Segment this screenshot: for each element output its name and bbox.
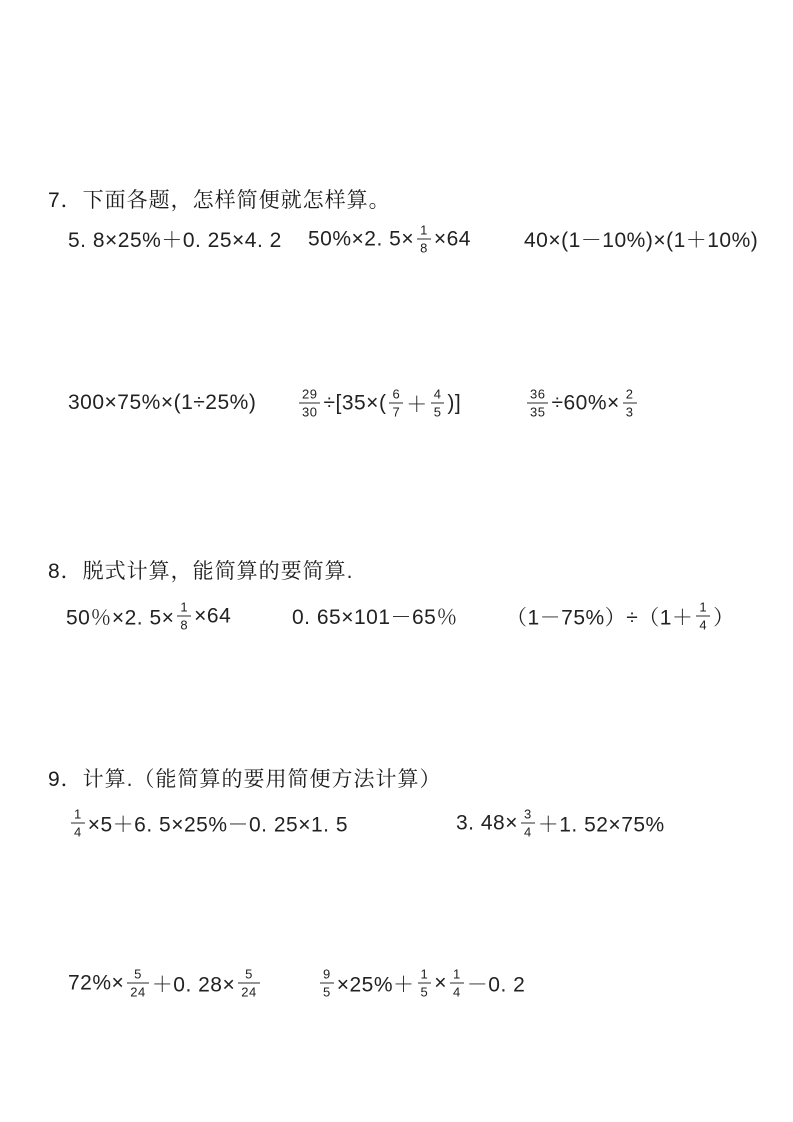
math-text: ÷60%× xyxy=(551,391,620,414)
fraction xyxy=(527,388,548,419)
fraction-numerator: 4 xyxy=(433,386,442,402)
math-expression xyxy=(68,968,263,999)
fraction-denominator: 4 xyxy=(696,616,710,632)
fraction xyxy=(177,601,191,632)
math-text: ×25%＋ xyxy=(336,973,415,996)
math-text: ＋0. 28× xyxy=(151,973,236,996)
math-text: （1－75%）÷（1＋ xyxy=(506,606,694,629)
fraction-numerator: 2 xyxy=(625,386,634,402)
math-expression xyxy=(524,224,758,254)
fraction xyxy=(418,968,432,999)
fraction-denominator: 5 xyxy=(418,983,432,999)
fraction xyxy=(389,388,403,419)
math-expression xyxy=(68,808,348,839)
math-text: 50％×2. 5× xyxy=(66,606,175,629)
math-text: 5. 8×25%＋0. 25×4. 2 xyxy=(68,229,282,252)
math-text: 300×75%×(1÷25%) xyxy=(68,391,257,414)
fraction xyxy=(71,808,85,839)
math-expression xyxy=(506,601,735,632)
math-text: ×64 xyxy=(433,227,471,250)
fraction-denominator: 30 xyxy=(299,403,320,419)
problem-8-heading: 8．脱式计算，能简算的要简算. xyxy=(48,560,354,583)
fraction-denominator: 5 xyxy=(320,983,334,999)
fraction-numerator: 1 xyxy=(699,599,708,615)
fraction-denominator: 4 xyxy=(521,823,535,839)
fraction-numerator: 36 xyxy=(530,386,546,402)
math-text: 3. 48× xyxy=(456,811,518,834)
math-expression xyxy=(317,968,525,999)
math-text: 0. 65×101－65％ xyxy=(292,606,458,629)
fraction xyxy=(696,601,710,632)
fraction-denominator: 8 xyxy=(177,616,191,632)
fraction-numerator: 1 xyxy=(180,599,189,615)
math-text: ＋ xyxy=(406,393,428,416)
fraction-numerator: 9 xyxy=(323,966,331,982)
fraction-denominator: 24 xyxy=(127,983,148,999)
fraction xyxy=(299,388,320,419)
math-text: × xyxy=(434,971,448,994)
fraction-numerator: 5 xyxy=(134,966,142,982)
math-text: ÷[35×( xyxy=(323,391,387,414)
fraction xyxy=(623,388,637,419)
fraction-numerator: 3 xyxy=(523,806,532,822)
fraction xyxy=(450,968,464,999)
problem-9-heading: 9．计算.（能简算的要用简便方法计算） xyxy=(48,768,442,791)
fraction-numerator: 1 xyxy=(420,222,428,238)
fraction-numerator: 29 xyxy=(302,386,318,402)
math-text: ×5＋6. 5×25%－0. 25×1. 5 xyxy=(87,813,348,836)
math-text: 72%× xyxy=(68,971,125,994)
math-expression xyxy=(68,391,256,415)
fraction-numerator: 5 xyxy=(245,966,253,982)
fraction xyxy=(127,968,148,999)
math-text: ＋1. 52×75% xyxy=(537,813,665,836)
fraction-denominator: 3 xyxy=(623,403,637,419)
math-text: 40×(1－10%)×(1＋10%) xyxy=(524,229,759,252)
problem-8-row-1 xyxy=(0,593,793,639)
fraction-denominator: 24 xyxy=(238,983,259,999)
fraction xyxy=(431,388,445,419)
math-text: －0. 2 xyxy=(466,973,526,996)
math-text: )] xyxy=(447,391,462,414)
math-expression xyxy=(292,601,458,631)
math-expression xyxy=(524,388,640,419)
fraction-numerator: 1 xyxy=(74,806,82,822)
fraction xyxy=(521,808,535,839)
problem-9-row-2 xyxy=(0,960,793,1006)
fraction-numerator: 1 xyxy=(453,966,461,982)
problem-7-row-1 xyxy=(0,216,793,262)
problem-7-row-2 xyxy=(0,380,793,426)
fraction-denominator: 8 xyxy=(417,239,431,255)
fraction xyxy=(417,224,431,255)
math-expression xyxy=(308,224,471,255)
math-text: ） xyxy=(713,606,735,629)
math-expression xyxy=(456,808,665,839)
fraction-denominator: 5 xyxy=(431,403,445,419)
fraction-denominator: 4 xyxy=(71,823,85,839)
math-expression xyxy=(66,601,231,632)
math-expression xyxy=(68,224,282,254)
fraction xyxy=(320,968,334,999)
fraction xyxy=(238,968,259,999)
fraction-numerator: 6 xyxy=(392,386,401,402)
fraction-denominator: 35 xyxy=(527,403,548,419)
problem-7-heading: 7．下面各题，怎样简便就怎样算。 xyxy=(48,189,391,212)
fraction-numerator: 1 xyxy=(420,966,429,982)
fraction-denominator: 7 xyxy=(389,403,403,419)
math-expression xyxy=(296,388,461,419)
fraction-denominator: 4 xyxy=(450,983,464,999)
math-text: ×64 xyxy=(194,604,232,627)
math-text: 50%×2. 5× xyxy=(308,227,415,250)
problem-9-row-1 xyxy=(0,800,793,846)
